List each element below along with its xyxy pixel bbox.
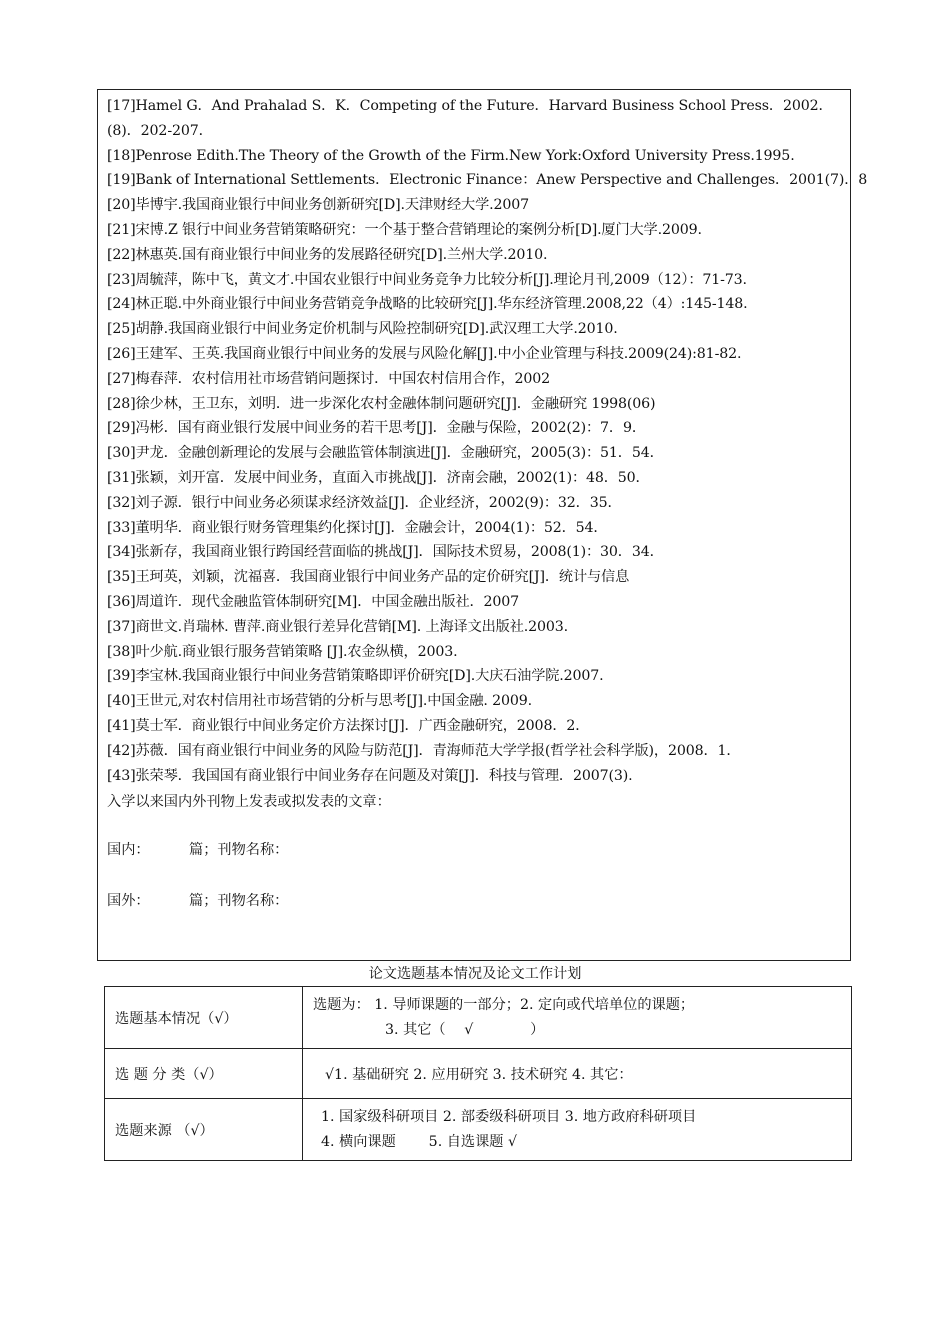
topic-basic-info-label: 选题基本情况（√） <box>105 987 303 1049</box>
foreign-publications-row <box>107 890 288 910</box>
topic-source-line2: 4. 横向课题 5. 自选课题 √ <box>321 1133 518 1150</box>
topic-category-value: √1. 基础研究 2. 应用研究 3. 技术研究 4. 其它： <box>303 1049 852 1099</box>
topic-source-label: 选题来源 （√） <box>105 1099 303 1161</box>
plan-section-title: 论文选题基本情况及论文工作计划 <box>368 966 582 982</box>
reference-item: [29]冯彬．国有商业银行发展中间业务的若干思考[J]．金融与保险，2002(2)：7．9． <box>107 420 646 437</box>
reference-item: [32]刘子源．银行中间业务必须谋求经济效益[J]．企业经济，2002(9)：32．35． <box>107 494 622 511</box>
reference-item: [34]张新存，我国商业银行跨国经营面临的挑战[J]．国际技术贸易，2008(1)：30．34． <box>107 544 664 561</box>
reference-item: [26]王建军、王英.我国商业银行中间业务的发展与风险化解[J].中小企业管理与科技.2009(24):81-82. <box>107 345 742 362</box>
reference-item: [40]王世元,对农村信用社市场营销的分析与思考[J].中国金融. 2009. <box>107 693 533 710</box>
reference-item: [38]叶少航.商业银行服务营销策略 [J].农金纵横，2003. <box>107 643 458 660</box>
publications-heading-text: 入学以来国内外刊物上发表或拟发表的文章： <box>107 794 391 810</box>
reference-item: [28]徐少林，王卫东，刘明．进一步深化农村金融体制问题研究[J]．金融研究 1998(06) <box>107 395 656 412</box>
reference-item: [30]尹龙．金融创新理论的发展与会融监管体制演进[J]．金融研究，2005(3)：51．54． <box>107 445 664 462</box>
reference-item: [17]Hamel G．And Prahalad S．K．Competing of the Future．Harvard Business School Press．2002．(8)．202-207． <box>107 98 833 139</box>
foreign-fields: 篇；刊物名称： <box>189 893 289 909</box>
topic-basic-info-value <box>303 987 852 1049</box>
reference-item: [43]张荣琴．我国国有商业银行中间业务存在问题及对策[J]．科技与管理．2007(3). <box>107 767 633 784</box>
reference-item: [23]周毓萍，陈中飞，黄文才.中国农业银行中间业务竞争力比较分析[J].理论月刊,2009（12）：71-73. <box>107 271 747 288</box>
reference-item: [42]苏薇．国有商业银行中间业务的风险与防范[J]．青海师范大学学报(哲学社会科学版)，2008．1． <box>107 742 741 759</box>
topic-basic-info-line2: 3. 其它（ √ ） <box>385 1021 545 1038</box>
reference-item: [24]林正聪.中外商业银行中间业务营销竞争战略的比较研究[J].华东经济管理.2008,22（4）:145-148. <box>107 296 748 313</box>
domestic-label: 国内： <box>107 842 150 858</box>
domestic-fields: 篇；刊物名称： <box>189 842 289 858</box>
reference-item: [39]李宝林.我国商业银行中间业务营销策略即评价研究[D].大庆石油学院.2007. <box>107 668 604 685</box>
publications-heading <box>107 790 391 815</box>
table-row <box>105 1099 852 1161</box>
reference-list <box>107 94 868 788</box>
table-row <box>105 987 852 1049</box>
reference-item: [33]董明华．商业银行财务管理集约化探讨[J]．金融会计，2004(1)：52．54． <box>107 519 608 536</box>
reference-item: [19]Bank of International Settlements．Electronic Finance：Anew Perspective and Challenges．2001(7)．8 <box>107 172 868 189</box>
reference-item: [37]商世文.肖瑞林. 曹萍.商业银行差异化营销[M]. 上海译文出版社.2003. <box>107 618 568 635</box>
topic-basic-info-line1: 选题为： 1. 导师课题的一部分；2. 定向或代培单位的课题； <box>313 996 695 1013</box>
reference-item: [21]宋博.Z 银行中间业务营销策略研究：一个基于整合营销理论的案例分析[D].厦门大学.2009. <box>107 221 702 238</box>
reference-item: [36]周道许．现代金融监管体制研究[M]．中国金融出版社．2007 <box>107 593 520 610</box>
reference-item: [27]梅春萍．农村信用社市场营销问题探讨．中国农村信用合作，2002 <box>107 370 551 387</box>
reference-item: [22]林惠英.国有商业银行中间业务的发展路径研究[D].兰州大学.2010. <box>107 246 548 263</box>
reference-item: [20]毕博宇.我国商业银行中间业务创新研究[D].天津财经大学.2007 <box>107 197 529 214</box>
foreign-label: 国外： <box>107 893 150 909</box>
topic-source-line1: 1. 国家级科研项目 2. 部委级科研项目 3. 地方政府科研项目 <box>321 1108 697 1125</box>
reference-item: [31]张颖，刘开富．发展中间业务，直面入市挑战[J]．济南会融，2002(1)：48．50． <box>107 469 650 486</box>
topic-category-label: 选 题 分 类（√） <box>105 1049 303 1099</box>
reference-item: [41]莫士军．商业银行中间业务定价方法探讨[J]．广西金融研究，2008．2． <box>107 717 590 734</box>
reference-item: [35]王珂英，刘颖，沈福喜．我国商业银行中间业务产品的定价研究[J]．统计与信息 <box>107 569 630 586</box>
domestic-publications-row <box>107 839 288 859</box>
table-row <box>105 1049 852 1099</box>
references-box <box>97 89 868 961</box>
reference-item: [25]胡静.我国商业银行中间业务定价机制与风险控制研究[D].武汉理工大学.2010. <box>107 321 618 338</box>
topic-info-table <box>104 986 852 1161</box>
reference-item: [18]Penrose Edith.The Theory of the Growth of the Firm.New York:Oxford University Press.1995. <box>107 147 795 164</box>
topic-source-value <box>303 1099 852 1161</box>
